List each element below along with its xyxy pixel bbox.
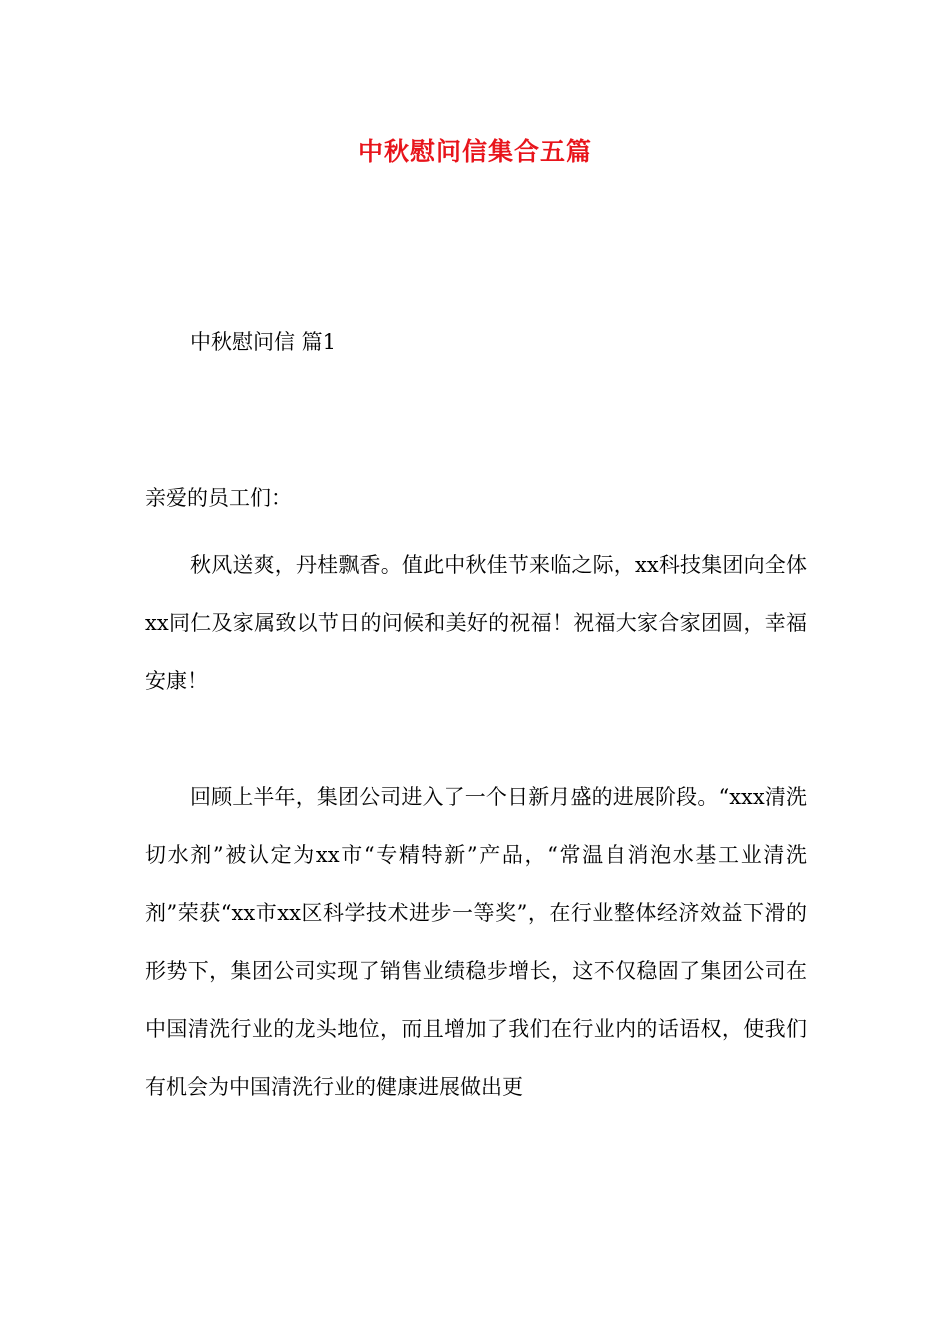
salutation: 亲爱的员工们： [145,486,292,510]
paragraph: 秋风送爽，丹桂飘香。值此中秋佳节来临之际，xx科技集团向全体xx同仁及家属致以节日的问候和美好的祝福！祝福大家合家团圆，幸福安康！ [145,553,807,693]
paragraph: 回顾上半年，集团公司进入了一个日新月盛的进展阶段。“xxx清洗切水剂”被认定为xx市“专精特新”产品，“常温自消泡水基工业清洗剂”荣获“xx市xx区科学技术进步一等奖”，在行业整体经济效益下滑的形势下，集团公司实现了销售业绩稳步增长，这不仅稳固了集团公司在中国清洗行业的龙头地位，而且增加了我们在行业内的话语权，使我们有机会为中国清洗行业的健康进展做出更 [145,785,807,1099]
section-heading: 中秋慰问信 篇1 [190,330,337,354]
document-title: 中秋慰问信集合五篇 [357,137,592,166]
